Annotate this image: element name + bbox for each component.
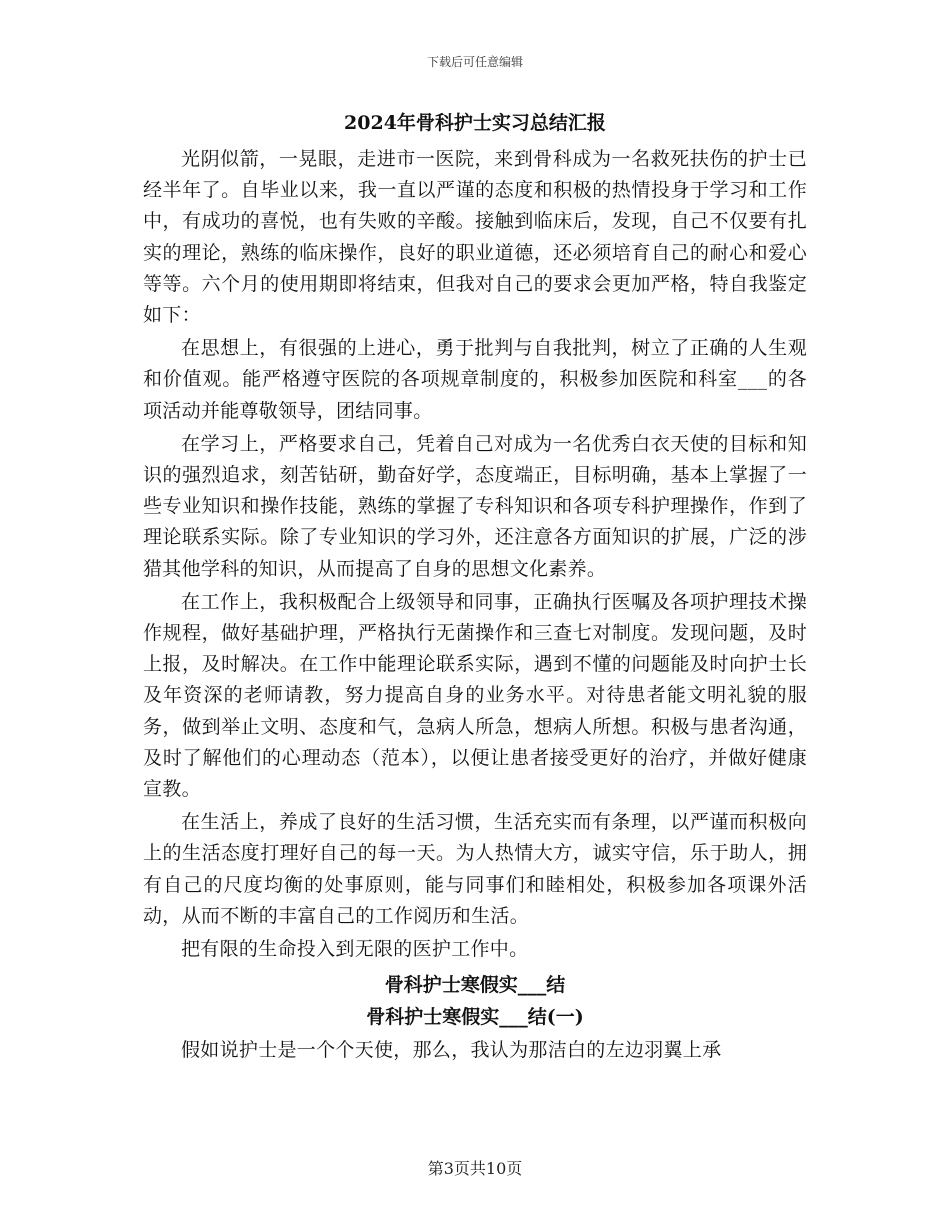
page-header-note: 下载后可任意编辑 [426,55,523,69]
section-subtitle: 骨科护士寒假实___结(一) [366,1006,584,1029]
paragraph-intro: 光阴似箭，一晃眼，走进市一医院，来到骨科成为一名救死扶伤的护士已经半年了。自毕业以来，我一直以严谨的态度和积极的热情投身于学习和工作中，有成功的喜悦，也有失败的辛酸。接触到临床后，发现，自己不仅要有扎实的理论，熟练的临床操作，良好的职业道德，还必须培育自己的耐心和爱心等等。六个月的使用期即将结束，但我对自己的要求会更加严格，特自我鉴定如下： [143,148,807,327]
section-title: 骨科护士寒假实___结 [384,974,566,997]
paragraph-study: 在学习上，严格要求自己，凭着自己对成为一名优秀白衣天使的目标和知识的强烈追求，刻苦钻研，勤奋好学，态度端正，目标明确，基本上掌握了一些专业知识和操作技能，熟练的掌握了专科知识和各项专科护理操作，作到了理论联系实际。除了专业知识的学习外，还注意各方面知识的扩展，广泛的涉猎其他学科的知识，从而提高了自身的思想文化素养。 [143,432,807,580]
page-number-footer: 第3页共10页 [427,1159,523,1178]
paragraph-work: 在工作上，我积极配合上级领导和同事，正确执行医嘱及各项护理技术操作规程，做好基础护理，严格执行无菌操作和三查七对制度。发现问题，及时上报，及时解决。在工作中能理论联系实际，遇到不懂的问题能及时向护士长及年资深的老师请教，努力提高自身的业务水平。对待患者能文明礼貌的服务，做到举止文明、态度和气，急病人所急，想病人所想。积极与患者沟通，及时了解他们的心理动态（范本），以便让患者接受更好的治疗，并做好健康宣教。 [143,590,807,801]
paragraph-life: 在生活上，养成了良好的生活习惯，生活充实而有条理，以严谨而积极向上的生活态度打理好自己的每一天。为人热情大方，诚实守信，乐于助人，拥有自己的尺度均衡的处事原则，能与同事们和睦相处，积极参加各项课外活动，从而不断的丰富自己的工作阅历和生活。 [143,811,807,927]
paragraph-closing: 把有限的生命投入到无限的医护工作中。 [181,938,529,961]
document-body [143,106,807,1066]
paragraph-section-start: 假如说护士是一个个天使，那么，我认为那洁白的左边羽翼上承 [181,1039,722,1062]
document-title: 2024年骨科护士实习总结汇报 [344,112,606,134]
paragraph-thought: 在思想上，有很强的上进心，勇于批判与自我批判，树立了正确的人生观和价值观。能严格遵守医院的各项规章制度的，积极参加医院和科室___的各项活动并能尊敬领导，团结同事。 [143,337,807,422]
